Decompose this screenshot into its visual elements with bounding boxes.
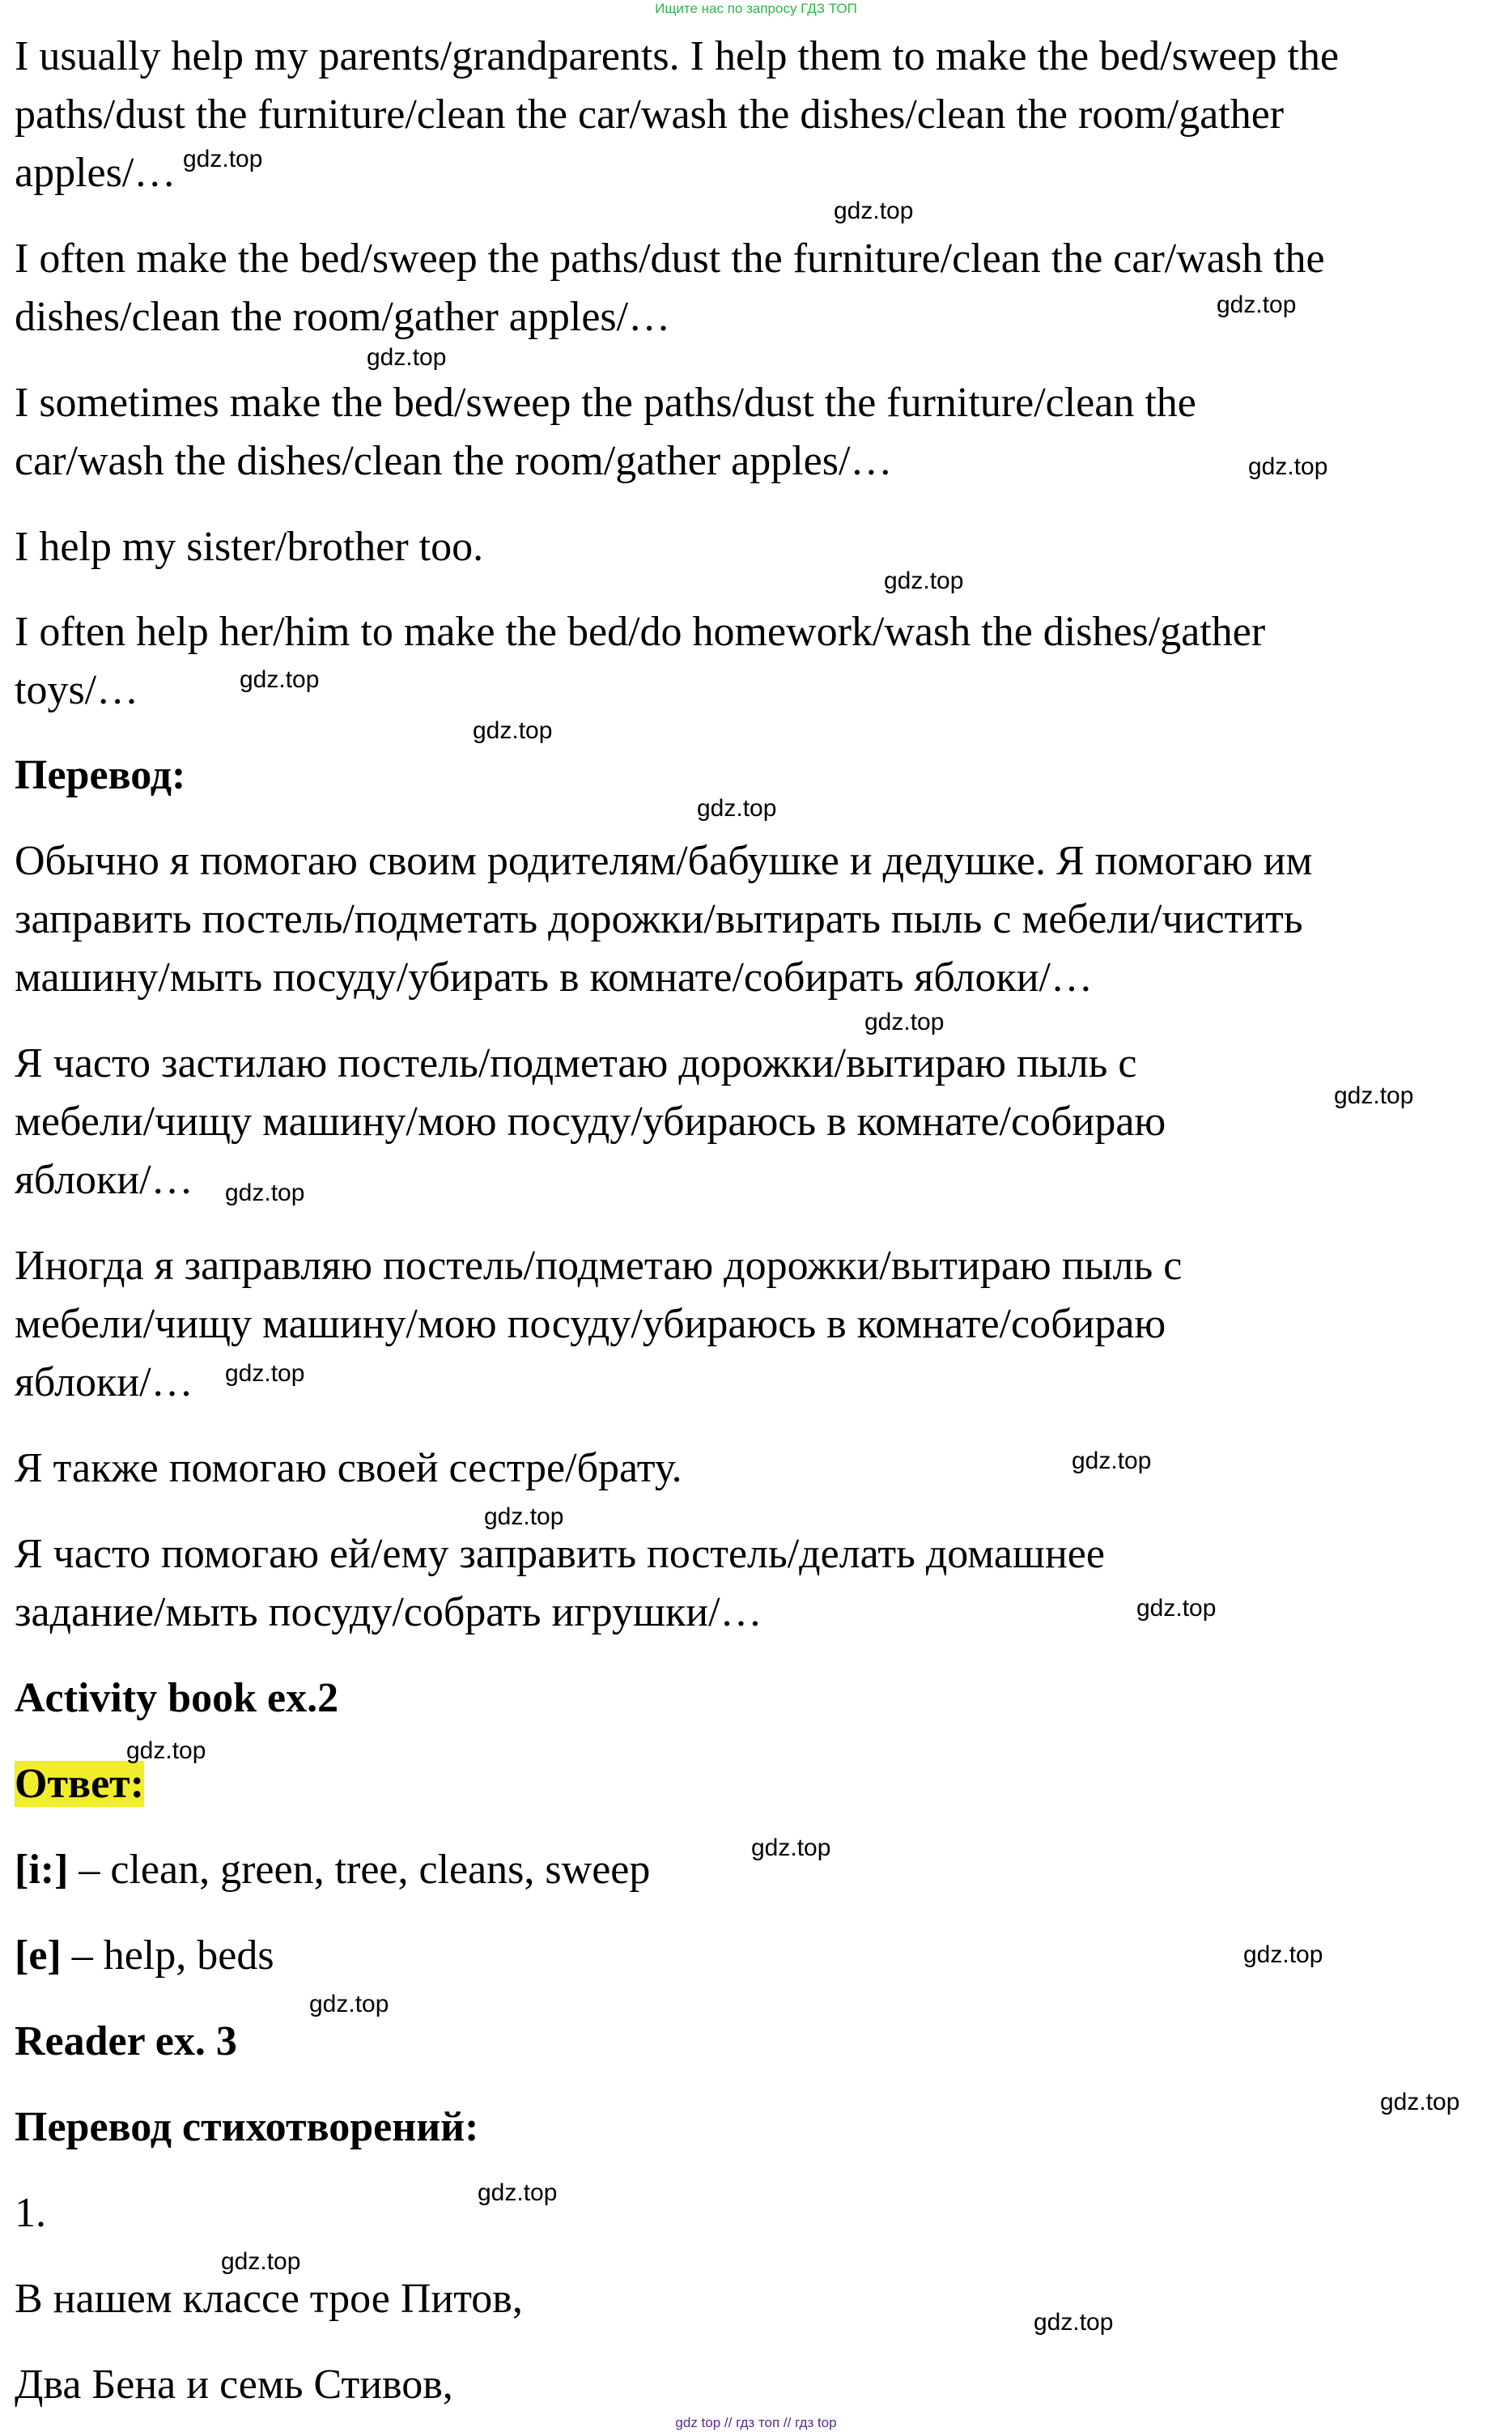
text-line: Я часто помогаю ей/ему заправить постель/делать домашнее	[15, 1531, 1105, 1577]
word-list: – clean, green, tree, cleans, sweep	[79, 1847, 651, 1893]
watermark[interactable]: gdz.top	[225, 1180, 305, 1206]
watermark[interactable]: gdz.top	[367, 344, 447, 371]
text-line: яблоки/…	[15, 1359, 193, 1405]
watermark[interactable]: gdz.top	[484, 1503, 564, 1530]
watermark[interactable]: gdz.top	[697, 795, 777, 822]
watermark[interactable]: gdz.top	[1136, 1595, 1217, 1622]
watermark[interactable]: gdz.top	[183, 146, 263, 172]
watermark[interactable]: gdz.top	[240, 666, 320, 693]
section-heading: Reader ex. 3	[15, 2018, 237, 2064]
list-number: 1.	[15, 2190, 46, 2236]
phoneme-label: [i:]	[15, 1847, 69, 1893]
poem-line: В нашем классе трое Питов,	[15, 2276, 523, 2322]
section-heading: Перевод стихотворений:	[15, 2104, 479, 2150]
text-line: car/wash the dishes/clean the room/gather apples/…	[15, 438, 893, 484]
watermark[interactable]: gdz.top	[478, 2179, 558, 2206]
top-banner[interactable]: Ищите нас по запросу ГДЗ ТОП	[655, 1, 857, 16]
watermark[interactable]: gdz.top	[221, 2248, 301, 2275]
phonetics-line	[15, 1927, 274, 1985]
watermark[interactable]: gdz.top	[751, 1834, 831, 1861]
text-line: Обычно я помогаю своим родителям/бабушке и дедушке. Я помогаю им	[15, 838, 1313, 884]
text-line: I usually help my parents/grandparents. I help them to make the bed/sweep the	[15, 33, 1340, 79]
watermark[interactable]: gdz.top	[309, 1991, 389, 2017]
phonetics-line	[15, 1841, 650, 1899]
watermark[interactable]: gdz.top	[864, 1009, 945, 1035]
text-line: dishes/clean the room/gather apples/…	[15, 294, 671, 340]
text-line: toys/…	[15, 667, 139, 713]
answer-label: Ответ:	[15, 1761, 145, 1807]
watermark[interactable]: gdz.top	[1072, 1448, 1152, 1474]
watermark[interactable]: gdz.top	[1034, 2309, 1114, 2336]
text-line: мебели/чищу машину/мою посуду/убираюсь в комнате/собираю	[15, 1301, 1166, 1347]
text-line: яблоки/…	[15, 1157, 193, 1203]
section-heading: Activity book ex.2	[15, 1675, 339, 1721]
text-line: I often make the bed/sweep the paths/dust the furniture/clean the car/wash the	[15, 236, 1325, 282]
text-line: Иногда я заправляю постель/подметаю дорожки/вытираю пыль с	[15, 1243, 1183, 1289]
watermark[interactable]: gdz.top	[1248, 453, 1328, 480]
watermark[interactable]: gdz.top	[1243, 1941, 1323, 1968]
text-line: Я часто застилаю постель/подметаю дорожки/вытираю пыль с	[15, 1040, 1137, 1086]
text-line: задание/мыть посуду/собрать игрушки/…	[15, 1589, 762, 1635]
watermark[interactable]: gdz.top	[225, 1360, 305, 1387]
section-heading: Перевод:	[15, 752, 186, 798]
watermark[interactable]: gdz.top	[1380, 2089, 1460, 2115]
watermark[interactable]: gdz.top	[473, 717, 553, 744]
text-line: apples/…	[15, 150, 176, 196]
watermark[interactable]: gdz.top	[126, 1737, 206, 1764]
footer-links[interactable]: gdz top // гдз топ // гдз top	[675, 2415, 837, 2430]
poem-line: Два Бена и семь Стивов,	[15, 2362, 453, 2408]
text-line: заправить постель/подметать дорожки/вытирать пыль с мебели/чистить	[15, 896, 1303, 942]
text-line: I help my sister/brother too.	[15, 524, 484, 570]
text-line: paths/dust the furniture/clean the car/wash the dishes/clean the room/gather	[15, 91, 1285, 138]
text-line: машину/мыть посуду/убирать в комнате/собирать яблоки/…	[15, 954, 1093, 1001]
watermark[interactable]: gdz.top	[834, 198, 914, 224]
phoneme-label: [e]	[15, 1932, 62, 1979]
watermark[interactable]: gdz.top	[884, 568, 964, 594]
answer-heading	[15, 1755, 144, 1813]
text-line: I often help her/him to make the bed/do homework/wash the dishes/gather	[15, 609, 1266, 655]
text-line: I sometimes make the bed/sweep the paths/dust the furniture/clean the	[15, 380, 1196, 426]
watermark[interactable]: gdz.top	[1334, 1082, 1414, 1109]
text-line: Я также помогаю своей сестре/брату.	[15, 1445, 682, 1491]
text-line: мебели/чищу машину/мою посуду/убираюсь в комнате/собираю	[15, 1099, 1166, 1145]
word-list: – help, beds	[71, 1932, 274, 1979]
watermark[interactable]: gdz.top	[1217, 291, 1297, 318]
